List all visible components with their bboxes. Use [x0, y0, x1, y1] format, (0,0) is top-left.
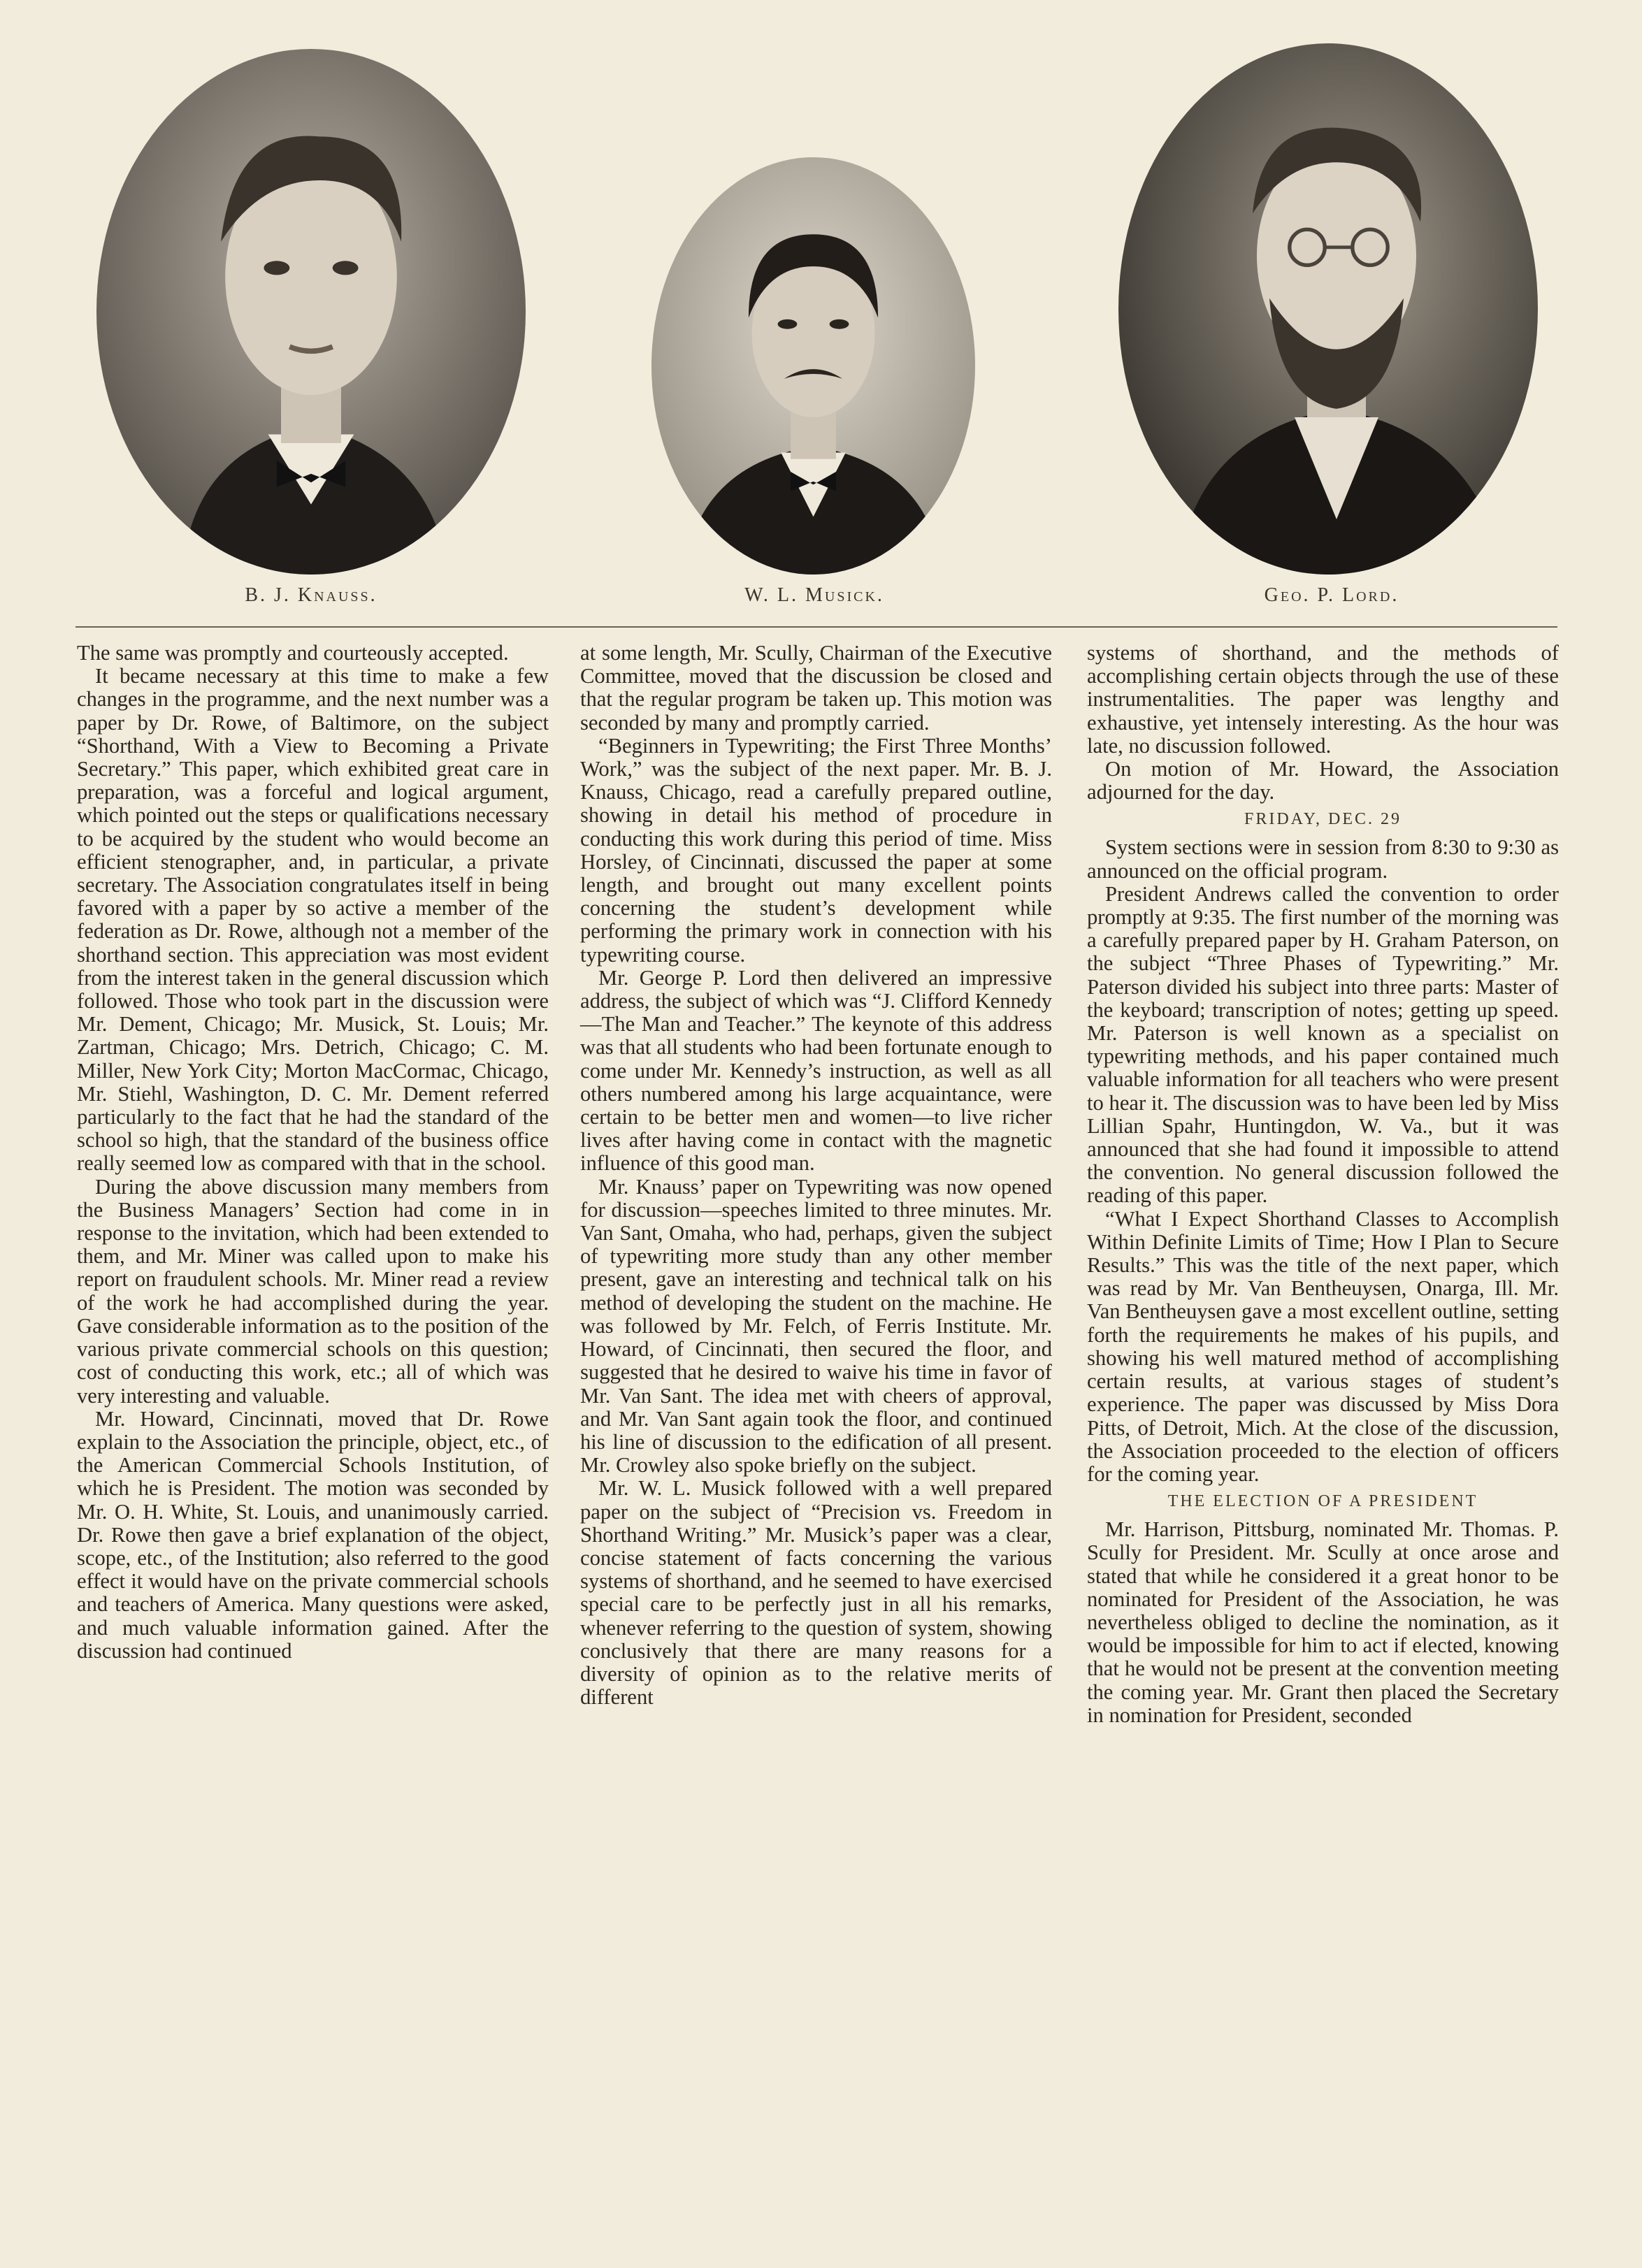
- paragraph: systems of shorthand, and the methods of accomplishing certain objects through the use of these instrumentalities. The paper was lengthy and exhaustive, yet intensely interesting. As the hour was late, no discussion followed.: [1087, 641, 1559, 758]
- paragraph: On motion of Mr. Howard, the Association adjourned for the day.: [1087, 757, 1559, 804]
- section-heading-friday: FRIDAY, DEC. 29: [1244, 810, 1402, 829]
- portrait-caption-lord: Geo. P. Lord.: [1264, 584, 1399, 606]
- portrait-lord: [1118, 43, 1538, 575]
- portrait-knauss: [96, 49, 526, 575]
- section-heading-election: THE ELECTION OF A PRESIDENT: [1167, 1492, 1478, 1511]
- text-column-1: [77, 642, 549, 1663]
- paragraph: It became necessary at this time to make a few changes in the programme, and the next number was a paper by Dr. Rowe, of Baltimore, on the subject “Shorthand, With a View to Becoming a Private Secretary.” This paper, which exhibited great care in preparation, was a forceful and logical argument, which pointed out the steps or qualifications necessary to be acquired by the student who would become an efficient stenographer, and, in particular, a private secretary. The Association congratulates itself in being favored with a paper by so active a member of the federation as Dr. Rowe, although not a member of the shorthand section. This appreciation was most evident from the interest taken in the general discussion which followed. Those who took part in the discussion were Mr. Dement, Chicago; Mr. Musick, St. Louis; Mr. Zartman, Chicago; Mrs. Detrich, Chicago; C. M. Miller, New York City; Morton MacCormac, Chicago, Mr. Stiehl, Washington, D. C. Mr. Dement referred particularly to the fact that he had the standard of the school so high, that the standard of the business office really seemed low as compared with that in the school.: [77, 664, 549, 1176]
- text-column-3: [1087, 642, 1559, 1727]
- paragraph: Mr. Harrison, Pittsburg, nominated Mr. Thomas. P. Scully for President. Mr. Scully at once arose and stated that while he considered it a great honor to be nominated for President of the Association, he was nevertheless obliged to decline the nomination, as it would be impossible for him to act if elected, knowing that he would not be present at the convention meeting the coming year. Mr. Grant then placed the Secretary in nomination for President, seconded: [1087, 1517, 1559, 1727]
- divider-rule: [75, 626, 1557, 628]
- paragraph: Mr. W. L. Musick followed with a well prepared paper on the subject of “Precision vs. Freedom in Shorthand Writing.” Mr. Musick’s paper was a clear, concise statement of facts concerning the various systems of shorthand, and he seemed to have exercised special care to be perfectly just in all his remarks, whenever referring to the question of system, showing conclusively that there are many reasons for a diversity of opinion as to the relative merits of different: [580, 1476, 1052, 1710]
- paragraph: Mr. Howard, Cincinnati, moved that Dr. Rowe explain to the Association the principle, object, etc., of the American Commercial Schools Institution, of which he is President. The motion was seconded by Mr. O. H. White, St. Louis, and unanimously carried. Dr. Rowe then gave a brief explanation of the object, scope, etc., of the Institution; also referred to the good effect it would have on the private commercial schools and teachers of America. Many questions were asked, and much valuable information gained. After the discussion had continued: [77, 1406, 549, 1663]
- paragraph: at some length, Mr. Scully, Chairman of the Executive Committee, moved that the discussion be closed and that the regular program be taken up. This motion was seconded by many and promptly carried.: [580, 641, 1052, 735]
- paragraph: System sections were in session from 8:30 to 9:30 as announced on the official program.: [1087, 835, 1559, 883]
- paragraph: Mr. Knauss’ paper on Typewriting was now opened for discussion—speeches limited to three minutes. Mr. Van Sant, Omaha, who had, perhaps, given the subject of typewriting more study than any other member present, gave an interesting and technical talk on his method of developing the student on the machine. He was followed by Mr. Felch, of Ferris Institute. Mr. Howard, of Cincinnati, then secured the floor, and suggested that he desired to waive his time in favor of Mr. Van Sant. The idea met with cheers of approval, and Mr. Van Sant again took the floor, and continued his line of discussion to the edification of all present. Mr. Crowley also spoke briefly on the subject.: [580, 1174, 1052, 1478]
- paragraph: President Andrews called the convention to order promptly at 9:35. The first number of the morning was a carefully prepared paper by H. Graham Paterson, on the subject “Three Phases of Typewriting.” Mr. Paterson divided his subject into three parts: Master of the keyboard; transcription of notes; getting up speed. Mr. Paterson is well known as a specialist on typewriting methods, and his paper contained much valuable information for all teachers who were present to hear it. The discussion was to have been led by Miss Lillian Spahr, Huntingdon, W. Va., but it was announced that she had found it impossible to attend the convention. No general discussion followed the reading of this paper.: [1087, 881, 1559, 1208]
- paragraph: The same was promptly and courteously accepted.: [77, 641, 509, 665]
- paragraph: “What I Expect Shorthand Classes to Accomplish Within Definite Limits of Time; How I Plan to Secure Results.” This was the title of the next paper, which was read by Mr. Van Bentheuysen, Onarga, Ill. Mr. Van Bentheuysen gave a most excellent outline, setting forth the requirements he makes of his pupils, and showing his well matured method of accomplishing certain results, at various stages of student’s experience. The paper was discussed by Miss Dora Pitts, of Detroit, Mich. At the close of the discussion, the Association proceeded to the election of officers for the coming year.: [1087, 1206, 1559, 1486]
- paragraph: Mr. George P. Lord then delivered an impressive address, the subject of which was “J. Clifford Kennedy—The Man and Teacher.” The keynote of this address was that all students who had been fortunate enough to come under Mr. Kennedy’s instruction, as well as all others numbered among his large acquaintance, were certain to be better men and women—to live richer lives after having come in contact with the magnetic influence of this good man.: [580, 965, 1052, 1176]
- paragraph: “Beginners in Typewriting; the First Three Months’ Work,” was the subject of the next paper. Mr. B. J. Knauss, Chicago, read a carefully prepared outline, showing in detail his method of procedure in conducting this work during this period of time. Miss Horsley, of Cincinnati, discussed the paper at some length, and brought out many excellent points concerning the student’s development while performing the primary work in connection with his typewriting course.: [580, 733, 1052, 967]
- portrait-caption-knauss: B. J. Knauss.: [245, 584, 377, 606]
- portrait-caption-musick: W. L. Musick.: [744, 584, 884, 606]
- paragraph: During the above discussion many members from the Business Managers’ Section had come in in response to the invitation, which had been extended to them, and Mr. Miner was called upon to make his report on fraudulent schools. Mr. Miner read a review of the work he had accomplished during the year. Gave considerable information as to the position of the various private commercial schools on this question; cost of conducting this work, etc.; all of which was very interesting and valuable.: [77, 1174, 549, 1408]
- text-column-2: [580, 642, 1052, 1709]
- portrait-musick: [651, 157, 975, 575]
